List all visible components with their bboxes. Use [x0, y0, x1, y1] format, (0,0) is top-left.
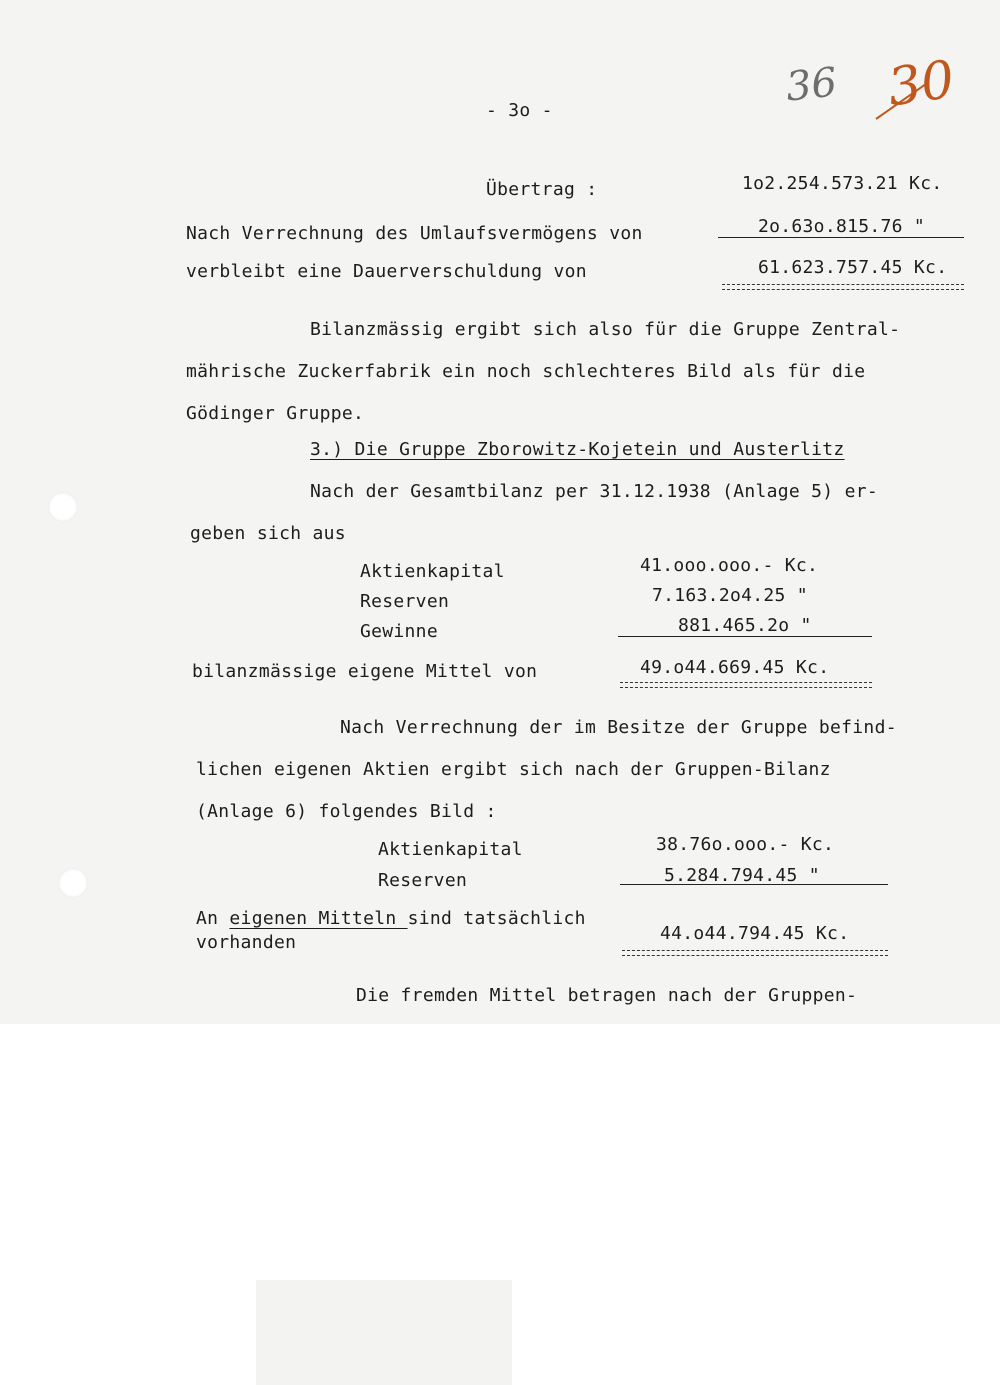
umlauf-label: Nach Verrechnung des Umlaufsvermögens von — [186, 223, 643, 244]
section3-total-label: bilanzmässige eigene Mittel von — [192, 661, 538, 682]
paragraph2-line1: Nach Verrechnung der im Besitze der Gruppe befind- — [340, 717, 897, 738]
paper-scrap — [256, 1280, 512, 1385]
group-total-label-line2: vorhanden — [196, 932, 297, 953]
section3-item-label: Reserven — [360, 591, 450, 612]
group-total-label-part2: sind tatsächlich — [407, 908, 586, 929]
dauer-label: verbleibt eine Dauerverschuldung von — [186, 261, 587, 282]
paragraph2-line3: (Anlage 6) folgendes Bild : — [196, 801, 497, 822]
paragraph2-line2: lichen eigenen Aktien ergibt sich nach der Gruppen-Bilanz — [196, 759, 831, 780]
uebertrag-value: 1o2.254.573.21 Kc. — [742, 173, 943, 194]
section3-item-value: 41.ooo.ooo.- Kc. — [640, 555, 819, 576]
section3-intro-line1: Nach der Gesamtbilanz per 31.12.1938 (Anlage 5) er- — [310, 481, 878, 502]
punch-hole-upper — [48, 492, 78, 522]
dauer-value: 61.623.757.45 Kc. — [758, 257, 948, 278]
section3-heading: 3.) Die Gruppe Zborowitz-Kojetein und Austerlitz — [310, 439, 845, 460]
page-number: - 3o - — [486, 100, 553, 121]
group-item-label: Reserven — [378, 870, 468, 891]
handwritten-folio-red: 30 — [884, 49, 959, 119]
section3-item-label: Gewinne — [360, 621, 438, 642]
punch-hole-lower — [58, 868, 88, 898]
group-sum-underline — [620, 884, 888, 885]
group-double-rule — [622, 950, 888, 956]
group-total-label-part1: An — [196, 908, 230, 929]
group-total-value: 44.o44.794.45 Kc. — [660, 923, 850, 944]
paragraph1-line2: mährische Zuckerfabrik ein noch schlechteres Bild als für die — [186, 361, 866, 382]
section3-item-label: Aktienkapital — [360, 561, 505, 582]
paragraph1-line1: Bilanzmässig ergibt sich also für die Gruppe Zentral- — [310, 319, 901, 340]
section3-intro-line2: geben sich aus — [190, 523, 346, 544]
section3-item-value: 7.163.2o4.25 " — [652, 585, 808, 606]
group-item-label: Aktienkapital — [378, 839, 523, 860]
umlauf-value: 2o.63o.815.76 " — [758, 216, 926, 237]
group-total-label-underlined: eigenen Mitteln — [229, 908, 408, 929]
closing-line: Die fremden Mittel betragen nach der Gruppen- — [356, 985, 858, 1006]
group-total-label — [196, 909, 586, 929]
section3-double-rule — [620, 682, 872, 688]
group-item-value: 38.76o.ooo.- Kc. — [656, 834, 835, 855]
paragraph1-line3: Gödinger Gruppe. — [186, 403, 365, 424]
section3-total-value: 49.o44.669.45 Kc. — [640, 657, 830, 678]
section3-item-value: 881.465.2o " — [678, 615, 812, 636]
uebertrag-label: Übertrag : — [486, 179, 598, 200]
umlauf-underline — [718, 237, 964, 238]
section3-sum-underline — [618, 636, 872, 637]
dauer-double-rule — [722, 284, 964, 290]
handwritten-folio-pencil: 36 — [783, 59, 840, 111]
group-item-value: 5.284.794.45 " — [664, 865, 820, 886]
